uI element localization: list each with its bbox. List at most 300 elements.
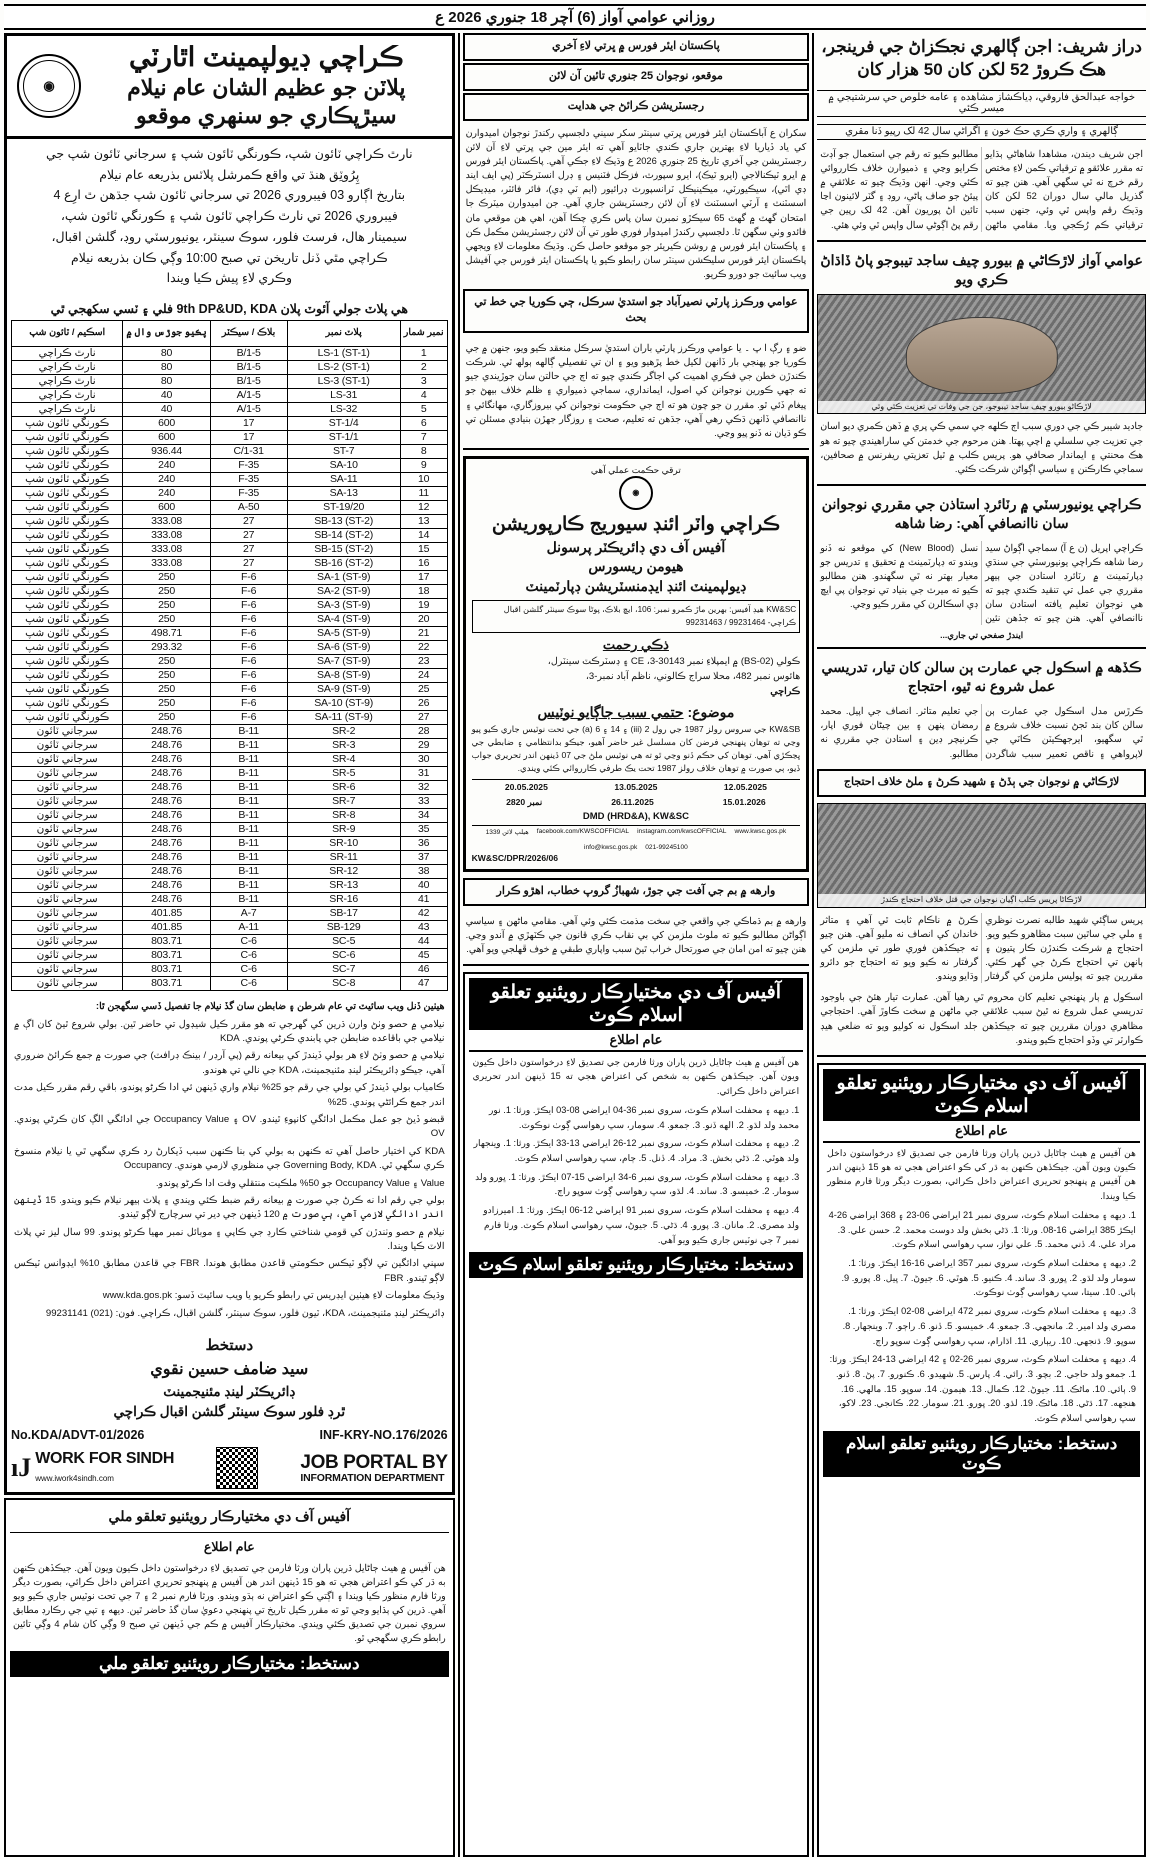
cell-block: 6-C — [210, 977, 287, 991]
kda-seal-icon: ◉ — [17, 54, 81, 118]
cell-scheme: سرجاني ٽائون — [12, 865, 123, 879]
kwsc-contact-item[interactable]: facebook.com/KWSCOFFICIAL — [536, 827, 630, 835]
column-divider — [812, 33, 814, 1857]
cell-plot-no: SR-12 — [287, 865, 400, 879]
larkana-body: پريس ساڳئي شهيد طالبه نصرت نوظري ۽ ملي جي ساٿين سبت مظاهرو ڪيو ويو. احتجاج ۾ شرڪت ڪندڙن ڪار پتيون ۽ ٻانهن تي احتجاج ڪرڻ جي گهر ڪئي. مقررين چيو ته پوليس ملزمن کي گرفتار ڪرڻ ۾ ناڪام ثابت ٿي آهي ۽ متاثر خاندان کي انصاف نه مليو آهي. هنن چيو ته جيڪڏهن فوري طور تي ملزمن کي گرفتار نه ڪيو ويو ته احتجاج جو دائرو وڌايو ويندو. — [820, 914, 1143, 982]
kwsc-contact-item[interactable]: 1339 هيلپ لائن — [485, 828, 529, 836]
cell-serial: 38 — [400, 865, 447, 879]
cell-plot-no: SA-5 (ST-9) — [287, 627, 400, 641]
revenue-right-title: آفيس آف دي مختيارڪار رويئنيو تعلقو ملي — [108, 1508, 351, 1525]
cell-serial: 20 — [400, 613, 447, 627]
cell-block: 11-B — [210, 781, 287, 795]
cell-serial: 13 — [400, 515, 447, 529]
cell-scheme: سرجاني ٽائون — [12, 739, 123, 753]
kda-term-item: Value ۽ Occupancy Value جو 50% ملڪيت منتقلي وقت ادا ڪرڻو پوندو. — [155, 1177, 445, 1189]
cell-block: 11-B — [210, 865, 287, 879]
masthead — [4, 4, 1146, 30]
kda-reference-numbers — [7, 1424, 452, 1445]
cell-plot-no: SR-16 — [287, 893, 400, 907]
cell-serial: 36 — [400, 837, 447, 851]
larkana-headline: لاڙڪاڻي ۾ نوجوان جي ٻڏڻ ۽ شهيد ڪرڻ ۽ ملڻ خلاف احتجاج — [817, 769, 1146, 797]
cell-area: 80 — [123, 375, 210, 389]
cell-plot-no: SR-13 — [287, 879, 400, 893]
kwsc-title2: آفيس آف دي ڊائريڪٽر پرسونل — [546, 538, 726, 555]
kda-term-item: نيلامي ۾ حصو وٺڻ وارن ڌرين کي گهرجي ته هو مقرر ڪيل شيڊول تي حاضر ٿين. بولي شروع ٿيڻ کان اڳ ۾ نيلامي جي باقاعده ضابطن جي پابندي ڪرڻي پوندي. KDA — [14, 1018, 445, 1044]
revenue-left-title: آفيس آف دي مختيارڪار رويئنيو تعلقو اسلام ڪوٽ — [823, 1069, 1140, 1121]
cell-block: 5-B/1 — [210, 347, 287, 361]
kwsc-person-line3: ڪراچي — [770, 686, 801, 698]
table-row — [12, 949, 448, 963]
kwsc-top-line: ترقي حڪمت عملي آهي — [590, 464, 681, 475]
cell-area: 498.71 — [123, 627, 210, 641]
table-row — [12, 557, 448, 571]
kda-intro-line: فيبروري 2026 تي نارٿ ڪراچي ٽائون شپ ۽ ڪورنگي ٽائون شپ، — [60, 209, 398, 224]
cell-area: 40 — [123, 403, 210, 417]
cell-scheme: سرجاني ٽائون — [12, 767, 123, 781]
cell-plot-no: SB-16 (ST-2) — [287, 557, 400, 571]
cell-scheme: ڪورنگي ٽائون شپ — [12, 669, 123, 683]
cell-scheme: ڪورنگي ٽائون شپ — [12, 711, 123, 725]
cell-plot-no: ST-1/4 — [287, 417, 400, 431]
cell-serial: 22 — [400, 641, 447, 655]
cell-block: 6-F — [210, 655, 287, 669]
cell-block: 6-F — [210, 585, 287, 599]
cell-area: 250 — [123, 599, 210, 613]
table-row — [12, 781, 448, 795]
cell-scheme: سرجاني ٽائون — [12, 823, 123, 837]
th-scheme: اسڪيم / ٽائون شپ — [12, 321, 123, 347]
kda-title-line2: پلاٽن جو عظيم الشان عام نيلام — [127, 75, 406, 101]
cell-scheme: نارٿ ڪراچي — [12, 347, 123, 361]
cell-serial: 27 — [400, 711, 447, 725]
cell-area: 600 — [123, 431, 210, 445]
cell-area: 248.76 — [123, 795, 210, 809]
cell-scheme: سرجاني ٽائون — [12, 963, 123, 977]
page-grid — [4, 33, 1146, 1857]
cell-plot-no: SR-11 — [287, 851, 400, 865]
cell-area: 936.44 — [123, 445, 210, 459]
cell-scheme: ڪورنگي ٽائون شپ — [12, 501, 123, 515]
column-divider — [458, 33, 460, 1857]
revenue-left-item: 3. ديهه ۽ محفلت اسلام ڪوٽ، سروي نمبر 472 ايراضي 08-02 ايڪڙ. ورثا: 1. مصري ولد امير. 2. مانجهي. 3. جمعو. 4. خميسو. 5. ڏنو. 6. راڄو. 7. وينجهار. 8. سوڀو. 9. ڌنجهي. 10. ريٻاري. 11. اڌارام، سڀ رهواسي ڳوٺ سوڀو راڄ. — [842, 1306, 1136, 1346]
cell-block: 5-A/1 — [210, 403, 287, 417]
kda-sign-label: دستخط — [205, 1337, 254, 1355]
school-body2: اسڪول ۾ ٻار پنهنجي تعليم کان محروم ٿي رهيا آهن. عمارت تيار هئڻ جي باوجود تدريسي عمل شروع نه ٿيڻ سبب علائقي جي ماڻهن ۾ سخت ڪاوڙ آهي. احتجاجي مظاهري دوران مقررين چيو ته جيڪڏهن جلد اسڪول نه کوليو ويو ته ضلعي هيڊ ڪوارٽر تي وڏو احتجاج ڪيو ويندو. — [820, 992, 1143, 1045]
kwsc-advertisement — [463, 456, 810, 872]
table-row — [12, 375, 448, 389]
cell-plot-no: SB-13 (ST-2) — [287, 515, 400, 529]
table-row — [12, 725, 448, 739]
kwsc-date: 13.05.2025 — [614, 781, 658, 792]
cell-plot-no: SB-17 — [287, 907, 400, 921]
airforce-article — [463, 33, 810, 283]
larkana-photo-caption: لاڙڪاڻا پريس ڪلب اڳيان نوجوان جي قتل خلاف احتجاج ڪندڙ — [818, 894, 1145, 906]
cell-scheme: ڪورنگي ٽائون شپ — [12, 543, 123, 557]
school-headline: ڪڏهه ۾ اسڪول جي عمارت ٻن سالن کان تيار، تدريسي عمل شروع نه ٿيو، احتجاج — [821, 659, 1142, 695]
cell-scheme: ڪورنگي ٽائون شپ — [12, 697, 123, 711]
shahbaz-headline: وارهه ۾ بم جي آفت جي جوڙ، شهبازُ گروپ خطاب، اهڙو ڪرار — [463, 878, 810, 906]
cell-plot-no: SB-129 — [287, 921, 400, 935]
kwsc-subject-text: حتمي سبب جاڳايو نوٽيس — [537, 703, 684, 720]
work-for-sindh-url[interactable]: www.iwork4sindh.com — [35, 1474, 114, 1484]
cell-area: 248.76 — [123, 739, 210, 753]
cell-block: 35-F — [210, 487, 287, 501]
revenue-right-body: هن آفيس ۾ هيٺ ڄاڻايل ڌرين پاران ورثا فارمن جي تصديق لاءِ درخواستون داخل ڪيون ويون آهن. جيڪڏهن ڪنهن به ڌر کي ڪو اعتراض هجي ته هو 15 ڏينهن اندر هن آفيس ۾ پنهنجو تحريري اعتراض داخل ڪرائي، بصورت ديگر ورثا فارم منظور ڪيا ويندا ۽ اڳتي ڪو اعتراض نه ٻڌو ويندو. ورثا فارم نمبر 2 ۽ 7 جي تحت نوٽيس جاري ڪيو ويو آهي. ڌرين کي ٻڌايو وڃي ٿو ته مقرر ڪيل تاريخ تي پنهنجي دعويٰ سان گڏ حاضر ٿين. ديهه ۽ تپي جي رڪارڊ مطابق سروي نمبرن جي تصديق ڪئي ويندي. مختيارڪار آفيس ۾ ڪم جي ڏينهن تي صبح 9 وڳي کان شام 4 وڳي تائين رابطو ڪري سگهجي ٿو. — [13, 1562, 446, 1644]
cell-serial: 28 — [400, 725, 447, 739]
cell-scheme: نارٿ ڪراچي — [12, 403, 123, 417]
cell-block: 6-F — [210, 697, 287, 711]
cell-serial: 44 — [400, 935, 447, 949]
table-row — [12, 753, 448, 767]
cell-area: 248.76 — [123, 767, 210, 781]
table-row — [12, 907, 448, 921]
table-row — [12, 921, 448, 935]
cell-block: 35-F — [210, 459, 287, 473]
table-row — [12, 865, 448, 879]
cell-plot-no: SC-8 — [287, 977, 400, 991]
cell-block: 31-C/1 — [210, 445, 287, 459]
cell-block: 6-F — [210, 711, 287, 725]
cell-plot-no: LS-2 (ST-1) — [287, 361, 400, 375]
cell-scheme: سرجاني ٽائون — [12, 753, 123, 767]
cell-serial: 11 — [400, 487, 447, 501]
cell-scheme: ڪورنگي ٽائون شپ — [12, 627, 123, 641]
kwsc-date: 2820 نمبر — [506, 796, 543, 807]
cell-scheme: سرجاني ٽائون — [12, 837, 123, 851]
table-row — [12, 613, 448, 627]
cell-area: 803.71 — [123, 935, 210, 949]
kwsc-contact-item[interactable]: 021-99245100 — [645, 843, 688, 851]
cell-scheme: نارٿ ڪراچي — [12, 375, 123, 389]
cell-area: 250 — [123, 711, 210, 725]
cell-area: 248.76 — [123, 879, 210, 893]
cell-plot-no: SR-8 — [287, 809, 400, 823]
table-row — [12, 697, 448, 711]
th-plot-no: پلاٽ نمبر — [287, 321, 400, 347]
revenue-mid-item: 3. ديهه ۽ محفلت اسلام ڪوٽ، سروي نمبر 6-34 ايراضي 15-07 ايڪڙ. ورثا: 1. ڀورو ولد سومار. 2. خميسو. 3. ساند. 4. لڌو، سڀ رهواسي ڳوٺ سوڀو راڄ. — [475, 1171, 800, 1197]
mid-story3-note: ايندڙ صفحي تي جاري... — [940, 630, 1024, 641]
kda-terms-note: هيٺين ڏنل ويب سائيٽ تي عام شرطن ۽ ضابطن سان گڏ نيلام جا تفصيل ڏسي سگهجن ٿا: — [95, 1001, 445, 1013]
cell-serial: 41 — [400, 893, 447, 907]
cell-scheme: سرجاني ٽائون — [12, 879, 123, 893]
kda-term-item: نيلام ۾ حصو وٺندڙن کي قومي شناختي ڪارڊ جي ڪاپي ۽ موبائل نمبر مهيا ڪرڻو پوندو. 99 سال ليز تي پلاٽ الاٽ ڪيا ويندا. — [14, 1226, 445, 1253]
kwsc-body: KW&SB جي سروس رولز 1987 جي رول 2 (iii) ۽ 14 ۽ 6 (a) جي تحت نوٽيس جاري ڪيو پيو وڃي ته توهان پنهنجي فرضن کان مسلسل غير حاضر آهيو، جيڪو بدانتظامي ۽ ضابطي جي ڀڃڪڙي آهي. توهان کي حڪم ڏنو وڃي ٿو ته هي نوٽيس ملڻ جي 07 ڏينهن اندر تحريري جواب ڏيو، ٻي صورت ۾ توهان خلاف رولز 1987 تحت يڪ طرفي ڪارروائي ڪئي ويندي. — [471, 723, 801, 774]
cell-block: 11-B — [210, 767, 287, 781]
cell-area: 40 — [123, 389, 210, 403]
cell-serial: 19 — [400, 599, 447, 613]
kwsc-subject-label: موضوع: — [687, 703, 735, 720]
cell-serial: 34 — [400, 809, 447, 823]
cell-area: 401.85 — [123, 921, 210, 935]
cell-serial: 30 — [400, 753, 447, 767]
cell-block: 11-A — [210, 921, 287, 935]
table-row — [12, 473, 448, 487]
cell-plot-no: LS-31 — [287, 389, 400, 403]
cell-scheme: سرجاني ٽائون — [12, 851, 123, 865]
cell-area: 248.76 — [123, 781, 210, 795]
bureau-chief-photo — [817, 294, 1146, 414]
kda-term-item: KDA کي اختيار حاصل آهي ته ڪنهن به بولي کي بنا ڪنهن سبب ڏيکارڻ رد ڪري سگهي ٿي يا نيلام منسوخ ڪري سگهي ٿي. Governing Body, KDA جي منظوري لازمي هوندي. Occupancy — [14, 1145, 445, 1172]
cell-block: 11-B — [210, 893, 287, 907]
masthead-text: روزاني عوامي آواز (6) آچر 18 جنوري 2026 ع — [435, 9, 715, 26]
work-for-sindh-brand[interactable] — [11, 1450, 174, 1486]
cell-block: 6-F — [210, 669, 287, 683]
cell-scheme: ڪورنگي ٽائون شپ — [12, 431, 123, 445]
table-header-row — [12, 321, 448, 347]
cell-block: 11-B — [210, 739, 287, 753]
cell-serial: 18 — [400, 585, 447, 599]
cell-area: 250 — [123, 655, 210, 669]
cell-plot-no: SA-7 (ST-9) — [287, 655, 400, 669]
revenue-mid-item: 4. ديهه ۽ محفلت اسلام ڪوٽ، سروي نمبر 91 ايراضي 12-06 ايڪڙ. ورثا: 1. اميرزادو ولد مصري. 2. مانان. 3. پورو. 4. ڌڻي. 5. جيوڻ، سڀ رهواسي اسلام ڪوٽ. ورثا فارم نمبر 7 جي نوٽيس جاري ڪيو ويو آهي. — [483, 1205, 800, 1245]
revenue-office-left — [817, 1063, 1146, 1857]
cell-plot-no: SR-7 — [287, 795, 400, 809]
table-row — [12, 361, 448, 375]
kwsc-contact-item[interactable]: instagram.com/kwscOFFICIAL — [637, 827, 727, 835]
table-row — [12, 683, 448, 697]
cell-plot-no: SA-6 (ST-9) — [287, 641, 400, 655]
cell-area: 248.76 — [123, 725, 210, 739]
cell-block: 11-B — [210, 879, 287, 893]
work-for-sindh-logo-icon: ıJ — [11, 1452, 32, 1482]
cell-block: 6-F — [210, 613, 287, 627]
table-row — [12, 445, 448, 459]
cell-scheme: سرجاني ٽائون — [12, 907, 123, 921]
cell-area: 250 — [123, 697, 210, 711]
kda-term-item: نيلامي ۾ حصو وٺڻ لاءِ هر بولي ڏيندڙ کي بيعانه رقم (پي آرڊر / بينڪ ڊرافٽ) جي صورت ۾ جمع ڪرائڻ ضروري آهي، جيڪو ڊائريڪٽر لينڊ مئنيجمينٽ، KDA جي نالي تي هوندو. — [14, 1050, 445, 1076]
table-row — [12, 795, 448, 809]
larkana-protest-photo — [817, 803, 1146, 908]
shahbaz-body: وارهه ۾ بم ڌماڪي جي واقعي جي سخت مذمت ڪئي وئي آهي. مقامي ماڻهن ۽ سياسي اڳواڻن مطالبو ڪيو ته ملوث ملزمن کي بي نقاب ڪري قانون جي ڪٽهڙي ۾ آندو وڃي. هنن چيو ته امن امان جي صورتحال خراب ٿيڻ سبب واپاري طبقي ۾ خوف ڦهلجي ويو آهي. — [465, 915, 807, 954]
school-body: ڪرڙس مدل اسڪول جي عمارت ٻن سالن کان بند ٿجڻ نسبت خلاف شروع ۾ ٿي سگهيو، ايرجهڪيٽن ڪاٽي جي لاپرواهي ۽ ناقص تعمير سبب شاگردن جي تعليم متاثر. انصاف جي اپيل. محمد رمضان پنهن ۽ بين چيڻان فوري اپار، ڪرنيچر ڊين ۽ استادن جي مقرري نه مطالبو. — [820, 706, 1143, 759]
cell-area: 248.76 — [123, 865, 210, 879]
cell-block: 5-A/1 — [210, 389, 287, 403]
cell-block: 11-B — [210, 851, 287, 865]
cell-scheme: ڪورنگي ٽائون شپ — [12, 585, 123, 599]
kda-sign-name: سيد ضامف حسين نقوي — [150, 1360, 309, 1378]
kwsc-contact-item[interactable]: www.kwsc.gos.pk — [734, 827, 787, 835]
table-row — [12, 515, 448, 529]
kwsc-contact-item[interactable]: info@kwsc.gos.pk — [584, 843, 638, 851]
cell-area: 250 — [123, 613, 210, 627]
kwsc-subject — [472, 704, 801, 721]
cell-plot-no: SR-9 — [287, 823, 400, 837]
kda-term-item: ڪامياب بولي ڏيندڙ کي بولي جي رقم جو 25% نيلام واري ڏينهن ئي ادا ڪرڻو پوندو، باقي رقم مقرر ڪيل مدت اندر جمع ڪرائڻي پوندي. 25% — [14, 1082, 445, 1108]
bureau-chief-photo-caption: لاڙڪاڻو بيورو چيف ساجد تيبوجو، جن جي وفات تي تعزيت ڪئي وئي — [818, 401, 1145, 413]
cell-area: 240 — [123, 487, 210, 501]
table-row — [12, 627, 448, 641]
cell-serial: 5 — [400, 403, 447, 417]
cell-scheme: ڪورنگي ٽائون شپ — [12, 529, 123, 543]
kda-advertisement — [4, 33, 455, 1495]
table-row — [12, 767, 448, 781]
job-portal-line2: INFORMATION DEPARTMENT — [300, 1471, 445, 1484]
revenue-left-item: 1. ديهه ۽ محفلت اسلام ڪوٽ، سروي نمبر 21 ايراضي 06-23 ۽ 368 ايراضي 26-4 ايڪڙ 385 ايراضي 16-08. ورثا: 1. ڌڻي بخش ولد دوست محمد. 2. حسن علي. 3. مراد علي. 4. ڏني محمد. 5. علي نواز، سڀ رهواسي اسلام ڪوٽ. — [828, 1209, 1136, 1250]
cell-block: 6-C — [210, 935, 287, 949]
kda-plots-body — [12, 347, 448, 991]
revenue-mid-item: 1. ديهه ۽ محفلت اسلام ڪوٽ، سروي نمبر 36-04 ايراضي 08-03 ايڪڙ. ورثا: 1. نور محمد ولد لڌو. 2. الهه ڏنو. 3. جمعو. 4. سومار، سڀ رهواسي ڳوٺ نوڪوٽ. — [489, 1104, 800, 1130]
cell-plot-no: SC-7 — [287, 963, 400, 977]
kda-column — [4, 33, 455, 1857]
cell-serial: 12 — [400, 501, 447, 515]
table-row — [12, 529, 448, 543]
kda-title-line1: ڪراچي ڊيولپمينٽ اٿارٽي — [128, 42, 404, 72]
cell-area: 248.76 — [123, 893, 210, 907]
kwsc-person-label: ذڪي رحمت — [602, 636, 669, 652]
table-row — [12, 739, 448, 753]
revenue-note-right — [4, 1498, 455, 1857]
cell-block: 17 — [210, 417, 287, 431]
cell-block: 6-F — [210, 627, 287, 641]
kda-sign-title2: ٿرڊ فلور سوڪ سينٽر گلشن اقبال ڪراچي — [113, 1403, 346, 1419]
cell-block: 6-F — [210, 571, 287, 585]
cell-scheme: نارٿ ڪراچي — [12, 389, 123, 403]
awp-headline: عوامي ورڪرز پارٽي نصيرآباد جو استديٰ سرڪل، ڄي ڪوريا جي خط تي بحث — [463, 289, 810, 333]
cell-scheme: ڪورنگي ٽائون شپ — [12, 683, 123, 697]
cell-block: 11-B — [210, 795, 287, 809]
kwsc-title1: ڪراچي واٽر ائنڊ سيوريج ڪارپوريشن — [491, 513, 780, 535]
cell-scheme: ڪورنگي ٽائون شپ — [12, 459, 123, 473]
cell-area: 293.32 — [123, 641, 210, 655]
cell-scheme: ڪورنگي ٽائون شپ — [12, 571, 123, 585]
table-row — [12, 585, 448, 599]
cell-area: 250 — [123, 585, 210, 599]
kda-term-item: سڀني ادائگين تي لاڳو ٽيڪس حڪومتي قاعدن مطابق هوندا. FBR جي قاعدن مطابق 10% ايڊوانس ٽيڪس لاڳو ٿيندو. FBR — [14, 1258, 445, 1284]
cell-serial: 33 — [400, 795, 447, 809]
cell-area: 240 — [123, 459, 210, 473]
table-row — [12, 431, 448, 445]
cell-block: 6-F — [210, 641, 287, 655]
cell-serial: 9 — [400, 459, 447, 473]
table-row — [12, 417, 448, 431]
revenue-mid-title: آفيس آف دي مختيارڪار رويئنيو تعلقو اسلام ڪوٽ — [469, 978, 804, 1030]
cell-plot-no: SC-5 — [287, 935, 400, 949]
cell-serial: 16 — [400, 557, 447, 571]
cell-plot-no: SA-11 — [287, 473, 400, 487]
cell-plot-no: SA-13 — [287, 487, 400, 501]
cell-scheme: ڪورنگي ٽائون شپ — [12, 613, 123, 627]
cell-serial: 29 — [400, 739, 447, 753]
revenue-left-sign: دستخط: مختيارڪار رويئنيو تعلقو اسلام ڪوٽ — [823, 1431, 1140, 1477]
mid-top-body: اجن شريف ديندن، مشاهدا شاهاڻي ٻڌايو ته مقرر علائقو ۾ ترقياتي ڪمن لاءِ مختص رقم خرچ نه ٿي سگهي آهي. هنن چيو ته گذريل مالي سال دوران 52 لکن کان وڌيڪ رقم واپس ٿي وئي، جنهن سبب ترقياتي ڪم رُڪجي ويا. مقامي ماڻهن مطالبو ڪيو ته رقم جي استعمال جو آڊٽ ڪرايو وڃي ۽ ذميوارن خلاف ڪارروائي ڪئي وڃي. انهن وڌيڪ چيو ته علائقي ۾ پيئڻ جو صاف پاڻي، روڊ ۽ گٽر لائينون اڃا تائين اڻ پوريون آهن. 42 لک رپين جي رقم پڻ اڳوڻي سال واپس ٿي وئي هئي. — [820, 148, 1143, 230]
revenue-mid-intro: هن آفيس ۾ هيٺ ڄاڻايل ڌرين پاران ورثا فارمن جي تصديق لاءِ درخواستون داخل ڪيون ويون آهن. جيڪڏهن ڪنهن به شخص کي اعتراض هجي ته 15 ڏينهن اندر تحريري اعتراض داخل ڪرائي. — [472, 1057, 800, 1096]
cell-block: 11-B — [210, 837, 287, 851]
table-row — [12, 655, 448, 669]
cell-scheme: ڪورنگي ٽائون شپ — [12, 599, 123, 613]
airforce-body: سکران ع آباڪستان ايئر فورس ڀرتي سينٽر سکر سيني دلجسپي رکندڙ نوجوان اميدوارن کي ياد ڏياريا لاءِ بهترين جاري ڪندي جاٽايو آهي ته ايئر مين جي ڀرتي لاءِ آن لائن رجسٽريشن جي آخري تاريخ 25 جنوري 2026 ع وڌيڪ لاءِ جڪي آهي. پاڪستان ايئر فورس ۾ ايرو ٽيڪنالاجي (ايرو ٽيڪ)، ايرو سپورٽ، فزڪل فٽنيس ۽ ڊرل انسٽرڪٽر (پي ايف ايند ڊي اٿي)، سيڪيورٽي، ميڪينيڪل ٽرانسپورٽ ڊرائيور (ايم ٽي ڊي)، فائر فائٽر، ميڊيڪل اسسٽنٽ ۽ آرٽي اسسٽنٽ لاءِ آن لائن رجسٽريشن جاري آهي. جن اميدوارن ميٽرڪ جا امتحان گهٽ ۾ گهٽ 65 سيڪڙو نمبرن سان پاس ڪري چڪا آهن، اهي هن موقعي مان فائدو وٺي سگهن ٿا. دلجسپي رکندڙ اميدوار فوري طور تي آن لائن رجسٽريشن مڪمل ڪن ۽ پاڪستان ايئر فورس ۾ روشن ڪيريئر جو موقعو حاصل ڪن. وڌيڪ معلومات لاءِ ويجهي پاڪستان ايئر فورس سليڪشن سينٽر سان رابطو ڪيو يا پاڪستان ايئر فورس جي آفيشل ويب سائيٽ جو دورو ڪريو. — [465, 127, 807, 280]
cell-area: 600 — [123, 501, 210, 515]
cell-scheme: ڪورنگي ٽائون شپ — [12, 487, 123, 501]
cell-plot-no: SR-6 — [287, 781, 400, 795]
cell-block: 11-B — [210, 823, 287, 837]
cell-scheme: ڪورنگي ٽائون شپ — [12, 417, 123, 431]
mid-story3-body: ڪراچي اپريل (ن ع آ) سماجي اڳواڻ سيد رضا شاهه ڪراچي يونيورسٽي جي سنڌي ڊپارٽمينٽ ۾ رٽائرڊ استادن جي ٻيهر مقرري جي عمل تي تنقيد ڪندي چيو ته هي نوجوان تعليم يافته استادن سان ناانصافي آهي. هنن چيو ته جڏهن نئين نسل (New Blood) کي موقعو نه ڏنو ويندو ته ڊپارٽمينٽ ۾ تحقيق ۽ تدريس جو معيار بهتر نه ٿي سگهندو. هنن مطالبو ڪيو ته ميرٽ جي بنياد تي نوجوان پي ايڇ ڊي اسڪالرن کي مقرر ڪيو وڃي. — [820, 542, 1143, 624]
revenue-right-subtitle: عام اطلاع — [203, 1539, 255, 1554]
mid-story3-headline: ڪراچي يونيورسٽي ۾ رٽائرڊ استاذن جي مقرري نوجوانن سان ناانصافي آهي: رضا شاهه — [821, 495, 1142, 531]
kda-title-line3: سيڙپڪاري جو سنهري موقعو — [136, 103, 397, 129]
table-row — [12, 571, 448, 585]
kda-intro — [7, 136, 452, 296]
cell-serial: 2 — [400, 361, 447, 375]
cell-scheme: ڪورنگي ٽائون شپ — [12, 641, 123, 655]
cell-plot-no: LS-1 (ST-1) — [287, 347, 400, 361]
awp-body: ضو ۽ رڳ ا ڀ ۔ يا عوامي ورڪرز پارٽي باران استديٰ سرڪل منعقد ڪيو ويو، جنهن ۾ جي ڪوريا جو پهنجي بار ڏانهن لکيل خط پڙهيو ويو ۽ ان تي تفصيلي ڳالهه ٻولھ ٿي. شرڪت ڪندڙن خطن جي فڪري اهميت کي اجاگر ڪندي چيو ته اڄ جي حالتن سان جوڙيندي جيو ته جهي ڪورين نوجوانن کي اصول، ايمانداري، سماجي ذميواري ۽ ظلم خلاف بيهڻ جو پيغام ڏئي ٿو. مقرر ن جو چون هو ته اڄ جي حڪومت نوجوانن کي بيروزگاري، مهانگائي ۽ ناانصافي ڏانهن ڌڪي رهي آهي، جڌهن ته تعليم، صحت ۽ روزگار جهڙن بنيادي مسئلن تي ڪو ڌيان نه ڏنو پيو وڃي. — [465, 343, 807, 438]
cell-serial: 23 — [400, 655, 447, 669]
qr-code-icon[interactable] — [216, 1447, 258, 1489]
kwsc-title4: ڊيولپمينٽ ائنڊ ايڊمنسٽريشن ڊپارٽمينٽ — [525, 577, 747, 594]
table-row — [12, 837, 448, 851]
cell-plot-no: SB-14 (ST-2) — [287, 529, 400, 543]
table-row — [12, 641, 448, 655]
kda-intro-line: نارٿ ڪراچي ٽائون شپ، ڪورنگي ٽائون شپ ۽ سرجاني ٽائون شپ جي — [46, 146, 413, 161]
cell-serial: 47 — [400, 977, 447, 991]
kda-intro-line: پِرُوٽِق هنڌ تي واقع ڪمرشل پلاٽس بذريعه عام نيلام — [99, 167, 360, 182]
cell-block: 5-B/1 — [210, 375, 287, 389]
job-portal-label — [300, 1453, 447, 1484]
cell-plot-no: ST-1/1 — [287, 431, 400, 445]
kda-intro-line: وڪري لاءِ پيش ڪيا ويندا — [166, 271, 293, 286]
cell-serial: 42 — [400, 907, 447, 921]
cell-serial: 31 — [400, 767, 447, 781]
cell-serial: 24 — [400, 669, 447, 683]
kwsc-date: 26.11.2025 — [611, 796, 654, 807]
cell-plot-no: SA-8 (ST-9) — [287, 669, 400, 683]
cell-block: 50-A — [210, 501, 287, 515]
cell-block: 11-B — [210, 809, 287, 823]
kda-advt-no: No.KDA/ADVT-01/2026 — [11, 1428, 145, 1443]
cell-area: 248.76 — [123, 753, 210, 767]
cell-area: 803.71 — [123, 977, 210, 991]
kda-term-item: وڌيڪ معلومات لاءِ هيٺين ايڊريس تي رابطو ڪريو يا ويب سائيٽ ڏسو: www.kda.gos.pk — [102, 1290, 445, 1302]
table-row — [12, 711, 448, 725]
cell-scheme: ڪورنگي ٽائون شپ — [12, 445, 123, 459]
cell-serial: 35 — [400, 823, 447, 837]
revenue-office-mid — [463, 972, 810, 1857]
table-row — [12, 403, 448, 417]
cell-scheme: سرجاني ٽائون — [12, 809, 123, 823]
revenue-mid-subtitle: عام اطلاع — [469, 1030, 804, 1052]
table-row — [12, 879, 448, 893]
cell-area: 250 — [123, 669, 210, 683]
cell-area: 248.76 — [123, 851, 210, 865]
cell-area: 240 — [123, 473, 210, 487]
kwsc-seal-icon: ◉ — [619, 476, 653, 510]
revenue-left-item: 4. ديهه ۽ محفلت اسلام ڪوٽ، سروي نمبر 26-02 ۽ 42 ايراضي 13-24 ايڪڙ. ورثا: 1. جمعو ولد حاجي. 2. بچو. 3. رائي. 4. پارس. 5. شهيدو. 6. ڪنورو. 7. پڻ. 8. ڏنو. 9. ٻائي. 10. ماڻڪ. 11. جيوڻ. 12. ڪمال. 13. هيمون. 14. سوڀو. 15. مالهي. 16. هنجهه. 17. ڌڻي. 18. ماڻڪ. 19. لڌو. 20. ڀورو. 21. سومار. 22. ڪانجي. 23. لاکو، سڀ رهواسي اسلام ڪوٽ. — [829, 1354, 1136, 1424]
cell-serial: 40 — [400, 879, 447, 893]
cell-block: 6-F — [210, 599, 287, 613]
cell-block: 5-B/1 — [210, 361, 287, 375]
cell-serial: 45 — [400, 949, 447, 963]
cell-serial: 14 — [400, 529, 447, 543]
cell-block: 27 — [210, 543, 287, 557]
th-area: پڪيو جوڙس وال ۾ — [123, 321, 210, 347]
cell-area: 248.76 — [123, 809, 210, 823]
kda-terms — [7, 995, 452, 1329]
cell-block: 7-A — [210, 907, 287, 921]
cell-scheme: ڪورنگي ٽائون شپ — [12, 557, 123, 571]
cell-block: 27 — [210, 557, 287, 571]
cell-serial: 43 — [400, 921, 447, 935]
cell-serial: 21 — [400, 627, 447, 641]
cell-area: 250 — [123, 571, 210, 585]
mid-top-headline: دراز شريف: اجن ڳالهري نجڪزاڻ جي فرينجر، هڪ ڪروڙ 52 لکن کان 50 هزار کان — [821, 37, 1142, 79]
work-for-sindh-label: WORK FOR SINDH — [35, 1450, 175, 1468]
cell-block: 11-B — [210, 725, 287, 739]
cell-scheme: سرجاني ٽائون — [12, 725, 123, 739]
table-row — [12, 963, 448, 977]
kda-title-block — [91, 42, 442, 130]
cell-area: 250 — [123, 683, 210, 697]
